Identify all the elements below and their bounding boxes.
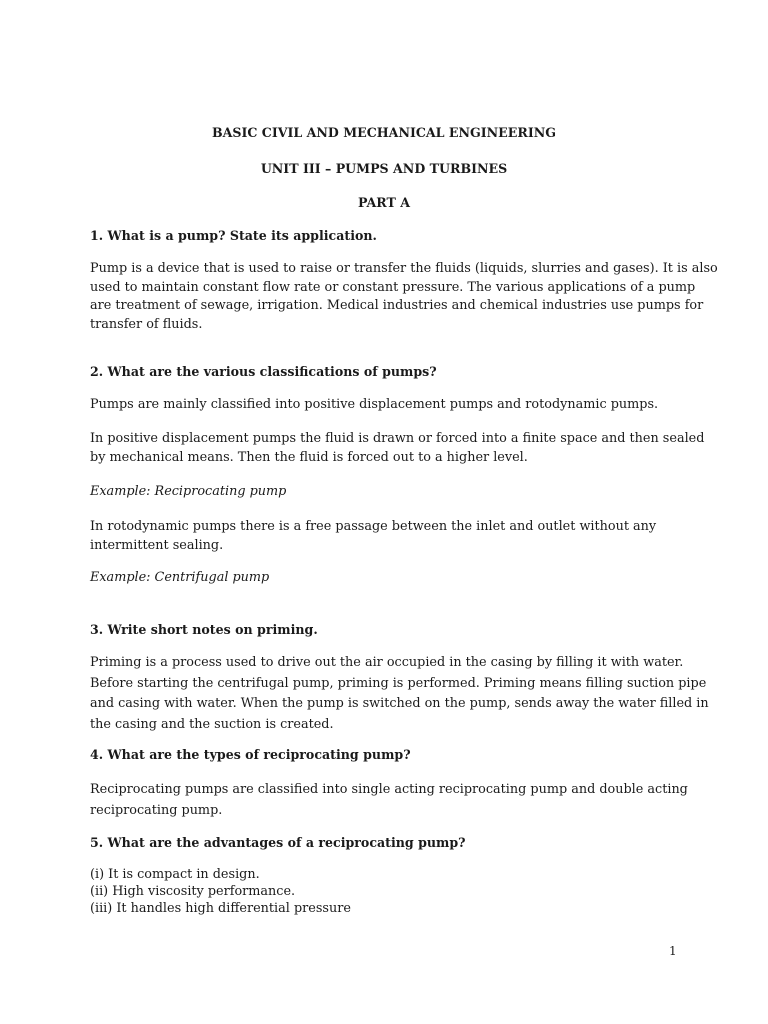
advantage-item: (i) It is compact in design. <box>90 867 260 882</box>
answer-3-line: the casing and the suction is created. <box>90 716 334 732</box>
question-3: 3. Write short notes on priming. <box>90 622 318 637</box>
answer-3-line: Priming is a process used to drive out the air occupied in the casing by filling it with water. <box>90 655 684 670</box>
answer-2-para-2-line: In positive displacement pumps the fluid is drawn or forced into a finite space and then sealed <box>90 431 705 446</box>
question-2: 2. What are the various classifications of pumps? <box>90 364 437 379</box>
answer-2-para-2-line: by mechanical means. Then the fluid is forced out to a higher level. <box>90 449 528 465</box>
answer-3-line: and casing with water. When the pump is switched on the pump, sends away the water filled in <box>90 696 709 711</box>
answer-4-line: reciprocating pump. <box>90 802 223 818</box>
answer-4 <box>90 780 688 821</box>
advantage-item: (ii) High viscosity performance. <box>90 884 296 899</box>
document-title: BASIC CIVIL AND MECHANICAL ENGINEERING <box>212 125 556 140</box>
answer-1 <box>90 260 718 334</box>
answer-4-line: Reciprocating pumps are classified into single acting reciprocating pump and double acting <box>90 782 688 797</box>
answer-2-para-3 <box>90 518 656 555</box>
example-centrifugal: Example: Centrifugal pump <box>90 570 270 585</box>
question-1: 1. What is a pump? State its application. <box>90 228 377 243</box>
answer-3-line: Before starting the centrifugal pump, priming is performed. Priming means filling suction pipe <box>90 675 707 691</box>
answer-2-para-3-line: In rotodynamic pumps there is a free passage between the inlet and outlet without any <box>90 519 657 534</box>
question-5: 5. What are the advantages of a reciprocating pump? <box>90 835 466 850</box>
answer-5 <box>90 866 351 917</box>
part-heading: PART A <box>357 195 411 210</box>
answer-1-line: are treatment of sewage, irrigation. Medical industries and chemical industries use pumps for <box>90 298 704 313</box>
advantage-item: (iii) It handles high differential pressure <box>90 901 351 916</box>
answer-2-para-2 <box>90 430 704 467</box>
page-number: 1 <box>669 944 677 958</box>
answer-2-para-3-line: intermittent sealing. <box>90 537 224 553</box>
question-4: 4. What are the types of reciprocating pump? <box>90 747 411 762</box>
answer-1-line: transfer of fluids. <box>90 316 203 332</box>
unit-heading: UNIT III – PUMPS AND TURBINES <box>260 161 508 176</box>
example-reciprocating: Example: Reciprocating pump <box>90 484 287 499</box>
answer-3 <box>90 653 709 735</box>
answer-1-line: used to maintain constant flow rate or constant pressure. The various applications of a pump <box>90 279 696 295</box>
answer-2-para-1: Pumps are mainly classified into positive displacement pumps and rotodynamic pumps. <box>90 397 659 412</box>
answer-1-line: Pump is a device that is used to raise or transfer the fluids (liquids, slurries and gases). It is also <box>90 261 718 276</box>
